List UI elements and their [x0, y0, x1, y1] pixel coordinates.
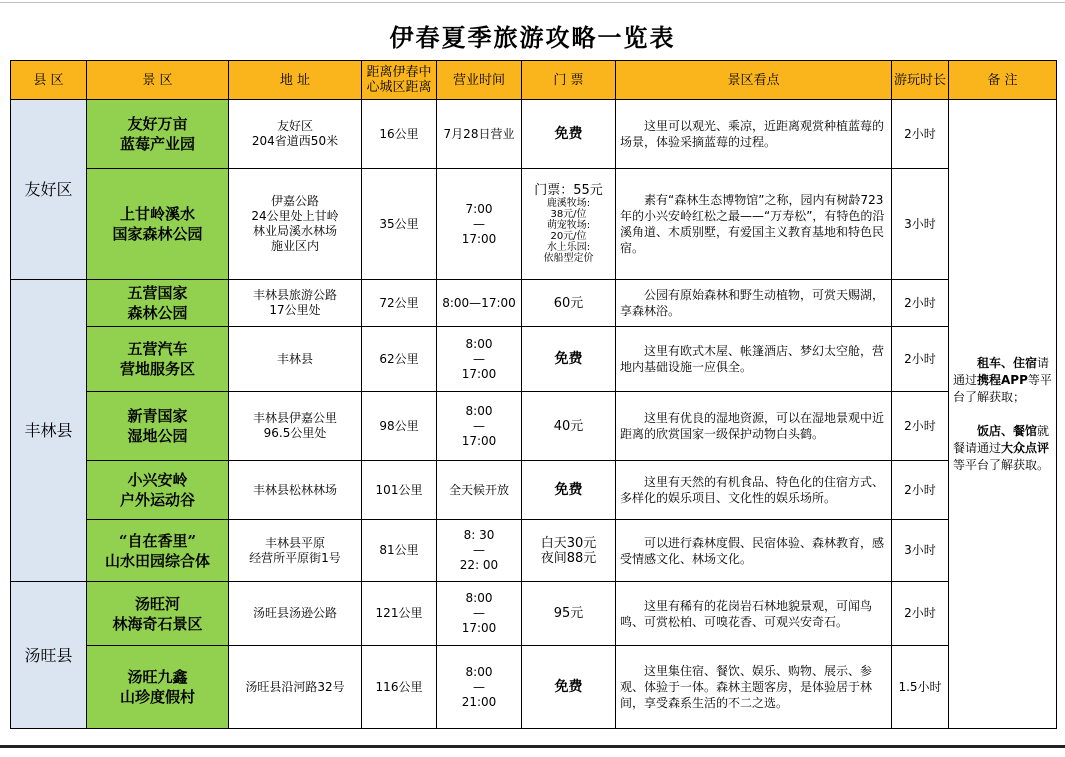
table-row [11, 169, 1057, 280]
duration-cell: 1.5小时 [892, 646, 949, 729]
table-row [11, 392, 1057, 461]
highlights-cell: 素有“森林生态博物馆”之称，园内有树龄723年的小兴安岭红松之最——“万寿松”，有特色的沿溪角道、木质别墅，有爱国主义教育基地和特色民宿。 [616, 169, 892, 280]
hours-cell: 8:00—17:00 [437, 280, 522, 327]
remark-rental: 租车、住宿 [977, 355, 1038, 370]
duration-cell: 2小时 [892, 392, 949, 461]
highlights-cell: 这里可以观光、乘凉，近距离观赏种植蓝莓的场景，体验采摘蓝莓的过程。 [616, 100, 892, 169]
scenic-name: 汤旺九鑫 山珍度假村 [87, 646, 229, 729]
header-duration: 游玩时长 [892, 61, 949, 100]
scenic-name: 五营汽车 营地服务区 [87, 327, 229, 392]
table-row [11, 461, 1057, 520]
hours-cell: 7月28日营业 [437, 100, 522, 169]
scenic-name: 小兴安岭 户外运动谷 [87, 461, 229, 520]
page-title: 伊春夏季旅游攻略一览表 [389, 23, 676, 52]
scenic-name: 上甘岭溪水 国家森林公园 [87, 169, 229, 280]
distance-cell: 35公里 [362, 169, 437, 280]
bottom-rule [0, 745, 1065, 748]
highlights-cell: 可以进行森林度假、民宿体验、森林教育，感受情感文化、林场文化。 [616, 520, 892, 582]
hours-cell: 8:00 — 17:00 [437, 582, 522, 646]
header-remark: 备 注 [949, 61, 1057, 100]
highlights-cell: 这里有稀有的花岗岩石林地貌景观，可闻鸟鸣、可赏松柏、可嗅花香、可观兴安奇石。 [616, 582, 892, 646]
remark-dining: 饭店、餐馆 [977, 423, 1038, 438]
hours-cell: 8:00 — 17:00 [437, 392, 522, 461]
duration-cell: 3小时 [892, 520, 949, 582]
remark-cell: 租车、住宿请通过携程APP等平台了解获取； 饭店、餐馆就餐请通过大众点评等平台了解获取。 [949, 100, 1057, 729]
header-county: 县 区 [11, 61, 87, 100]
address-cell: 伊嘉公路 24公里处上甘岭 林业局溪水林场 施业区内 [229, 169, 362, 280]
table-row [11, 646, 1057, 729]
highlights-cell: 公园有原始森林和野生动植物，可赏天赐湖，享森林浴。 [616, 280, 892, 327]
ticket-cell: 白天30元 夜间88元 [522, 520, 616, 582]
ticket-cell: 免费 [522, 327, 616, 392]
address-cell: 汤旺县沿河路32号 [229, 646, 362, 729]
header-highlights: 景区看点 [616, 61, 892, 100]
header-address: 地 址 [229, 61, 362, 100]
header-scenic: 景 区 [87, 61, 229, 100]
top-rule [0, 2, 1065, 3]
duration-cell: 2小时 [892, 582, 949, 646]
scenic-name: 五营国家 森林公园 [87, 280, 229, 327]
address-cell: 丰林县 [229, 327, 362, 392]
table-row [11, 327, 1057, 392]
duration-cell: 2小时 [892, 327, 949, 392]
table-row [11, 582, 1057, 646]
duration-cell: 2小时 [892, 461, 949, 520]
address-cell: 汤旺县汤逊公路 [229, 582, 362, 646]
scenic-name: 友好万亩 蓝莓产业园 [87, 100, 229, 169]
duration-cell: 3小时 [892, 169, 949, 280]
ticket-cell: 免费 [522, 100, 616, 169]
distance-cell: 116公里 [362, 646, 437, 729]
county-cell: 汤旺县 [11, 582, 87, 729]
ticket-cell: 门票：55元 鹿溪牧场: 38元/位 萌宠牧场: 20元/位 水上乐园: 依船型定价 [522, 169, 616, 280]
highlights-cell: 这里集住宿、餐饮、娱乐、购物、展示、参观、体验于一体。森林主题客房，是体验居于林间，享受森系生活的不二之选。 [616, 646, 892, 729]
address-cell: 友好区 204省道西50米 [229, 100, 362, 169]
distance-cell: 16公里 [362, 100, 437, 169]
address-cell: 丰林县伊嘉公里 96.5公里处 [229, 392, 362, 461]
table-row [11, 520, 1057, 582]
county-cell: 友好区 [11, 100, 87, 280]
hours-cell: 7:00 — 17:00 [437, 169, 522, 280]
scenic-name: 新青国家 湿地公园 [87, 392, 229, 461]
ticket-cell: 60元 [522, 280, 616, 327]
address-cell: 丰林县松林林场 [229, 461, 362, 520]
hours-cell: 8:00 — 17:00 [437, 327, 522, 392]
scenic-name: 汤旺河 林海奇石景区 [87, 582, 229, 646]
ticket-cell: 免费 [522, 461, 616, 520]
table-row [11, 100, 1057, 169]
table-row [11, 280, 1057, 327]
hours-cell: 全天候开放 [437, 461, 522, 520]
highlights-cell: 这里有欧式木屋、帐篷酒店、梦幻太空舱，营地内基础设施一应俱全。 [616, 327, 892, 392]
duration-cell: 2小时 [892, 280, 949, 327]
ticket-cell: 40元 [522, 392, 616, 461]
ticket-cell: 95元 [522, 582, 616, 646]
address-cell: 丰林县平原 经营所平原街1号 [229, 520, 362, 582]
hours-cell: 8: 30 — 22: 00 [437, 520, 522, 582]
hours-cell: 8:00 — 21:00 [437, 646, 522, 729]
highlights-cell: 这里有天然的有机食品、特色化的住宿方式、多样化的娱乐项目、文化性的娱乐场所。 [616, 461, 892, 520]
header-ticket: 门 票 [522, 61, 616, 100]
scenic-name: “自在香里” 山水田园综合体 [87, 520, 229, 582]
distance-cell: 101公里 [362, 461, 437, 520]
distance-cell: 121公里 [362, 582, 437, 646]
address-cell: 丰林县旅游公路 17公里处 [229, 280, 362, 327]
highlights-cell: 这里有优良的湿地资源，可以在湿地景观中近距离的欣赏国家一级保护动物白头鹤。 [616, 392, 892, 461]
distance-cell: 62公里 [362, 327, 437, 392]
header-distance: 距离伊春中心城区距离 [362, 61, 437, 100]
ticket-cell: 免费 [522, 646, 616, 729]
header-row [11, 61, 1057, 100]
county-cell: 丰林县 [11, 280, 87, 582]
header-hours: 营业时间 [437, 61, 522, 100]
distance-cell: 98公里 [362, 392, 437, 461]
tourism-table [10, 60, 1057, 729]
distance-cell: 81公里 [362, 520, 437, 582]
distance-cell: 72公里 [362, 280, 437, 327]
duration-cell: 2小时 [892, 100, 949, 169]
